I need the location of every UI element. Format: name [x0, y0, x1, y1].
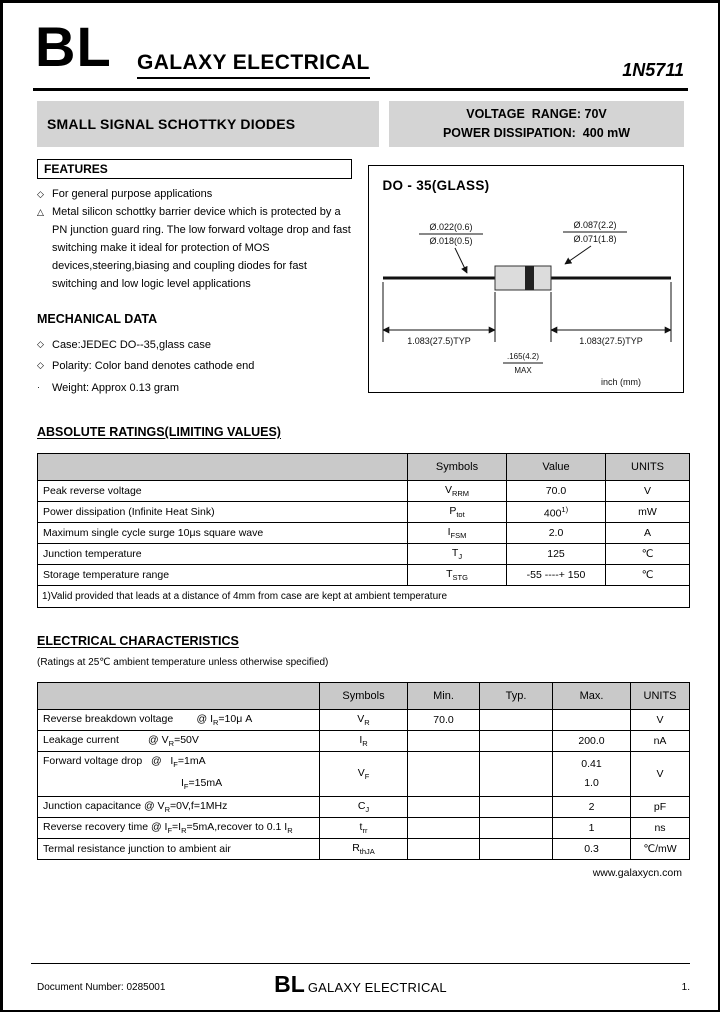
max-cell: 2	[553, 797, 631, 818]
feature-text: For general purpose applications	[52, 187, 213, 200]
footnote-row	[38, 586, 690, 608]
ratings-row	[38, 481, 690, 502]
units-cell: nA	[631, 731, 690, 752]
symbol-cell: $T_J$	[408, 544, 507, 565]
max-cell: 0.3	[553, 839, 631, 860]
value-cell: 2.0	[507, 523, 606, 544]
footnote-text: 1)Valid provided that leads at a distance of 4mm from case are kept at ambient temperature	[38, 586, 690, 608]
package-outline-drawing	[369, 200, 685, 390]
max-line-2: 1.0	[584, 777, 599, 790]
parameter-cell: Leakage current @ $V_R=50V$	[38, 731, 320, 752]
cathode-band	[525, 266, 534, 290]
feature-text: Metal silicon schottky barrier device which is protected by a PN junction guard ring. The low forward voltage drop and fast switching make it ideal for protection of MOS devices,steering,biasing and coupling diodes for fast switching and low logic level applications	[52, 206, 351, 291]
parameter-cell: Junction capacitance @ $V_R=0V,f=1MHz$	[38, 797, 320, 818]
parameter-cell: Reverse recovery time @ $I_F=I_R=5mA,recover$ to 0.1 $I_R$	[38, 818, 320, 839]
package-name: DO - 35(GLASS)	[382, 177, 490, 193]
value-cell: 400$^{1)}$	[507, 502, 606, 523]
units-header-cell: UNITS	[631, 683, 690, 710]
left-column	[37, 159, 352, 400]
units-cell: pF	[631, 797, 690, 818]
content-columns	[37, 159, 684, 400]
ratings-row	[38, 523, 690, 544]
diamond-bullet-icon: ◇	[37, 339, 44, 350]
symbol-cell: $V_{RRM}$	[408, 481, 507, 502]
package-diagram-box	[368, 165, 685, 393]
page-number: 1.	[681, 982, 690, 993]
brand-logo: BL	[35, 15, 112, 78]
ratings-condition-note: (Ratings at 25℃ ambient temperature unless otherwise specified)	[37, 657, 329, 669]
typ-cell	[480, 752, 553, 797]
ratings-row	[38, 544, 690, 565]
parameter-cell: Power dissipation (Infinite Heat Sink)	[38, 502, 408, 523]
voltage-range: VOLTAGE RANGE: 70V	[466, 107, 607, 121]
diamond-bullet-icon: ◇	[37, 360, 44, 371]
parameter-header-cell	[38, 683, 320, 710]
footer-rule	[31, 963, 690, 964]
mechanical-item	[37, 335, 352, 355]
table-header-row	[38, 683, 690, 710]
parameter-line-1: Forward voltage drop @ $I_F=1mA$	[43, 755, 206, 770]
header	[35, 15, 686, 85]
mechanical-item	[37, 378, 352, 398]
characteristics-row	[38, 731, 690, 752]
lead-diameter-max-label: Ø.022(0.6)	[428, 221, 473, 232]
part-number: 1N5711	[622, 60, 684, 80]
units-cell: ℃/mW	[631, 839, 690, 860]
mechanical-text: Weight: Approx 0.13 gram	[52, 381, 179, 394]
min-cell	[408, 752, 480, 797]
mechanical-data-list	[37, 335, 352, 398]
electrical-characteristics-heading: ELECTRICAL CHARACTERISTICS	[37, 634, 239, 649]
mechanical-item	[37, 356, 352, 376]
diode-body	[495, 266, 551, 290]
body-length-label: .165(4.2)	[506, 351, 539, 361]
max-cell	[553, 710, 631, 731]
features-heading: FEATURES	[37, 159, 352, 179]
characteristics-row	[38, 710, 690, 731]
symbol-cell: $I_R$	[320, 731, 408, 752]
min-cell	[408, 818, 480, 839]
parameter-cell: Termal resistance junction to ambient air	[38, 839, 320, 860]
lead-dim-leader-arrow	[455, 248, 467, 273]
max-cell: 200.0	[553, 731, 631, 752]
units-cell: A	[606, 523, 690, 544]
right-column	[368, 165, 685, 393]
typ-cell	[480, 839, 553, 860]
parameter-line-2: $I_F=15mA$	[181, 777, 223, 792]
units-cell: ns	[631, 818, 690, 839]
mechanical-text: Case:JEDEC DO--35,glass case	[52, 339, 211, 352]
symbols-header-cell: Symbols	[320, 683, 408, 710]
symbol-cell: $I_{FSM}$	[408, 523, 507, 544]
max-cell	[553, 752, 631, 797]
body-diameter-min-label: Ø.071(1.8)	[572, 233, 617, 244]
units-cell: ℃	[606, 544, 690, 565]
max-cell: 1	[553, 818, 631, 839]
typ-cell	[480, 797, 553, 818]
body-dim-leader-arrow	[565, 246, 591, 264]
typ-cell	[480, 818, 553, 839]
symbol-cell: $T_{STG}$	[408, 565, 507, 586]
parameter-cell	[38, 752, 320, 797]
units-cell: V	[631, 752, 690, 797]
company-name: GALAXY ELECTRICAL	[307, 980, 447, 995]
parameter-cell: Maximum single cycle surge 10μs square wave	[38, 523, 408, 544]
absolute-ratings-heading: ABSOLUTE RATINGS(LIMITING VALUES)	[37, 425, 281, 440]
company-name: GALAXY ELECTRICAL	[137, 51, 370, 79]
units-cell: V	[631, 710, 690, 731]
value-cell: 125	[507, 544, 606, 565]
parameter-header-cell	[38, 454, 408, 481]
footer-brand	[274, 973, 447, 996]
typ-cell	[480, 710, 553, 731]
symbol-cell: $t_{rr}$	[320, 818, 408, 839]
ratings-row	[38, 502, 690, 523]
value-header-cell: Value	[507, 454, 606, 481]
units-cell: mW	[606, 502, 690, 523]
symbol-cell: $V_R$	[320, 710, 408, 731]
lead-diameter-min-label: Ø.018(0.5)	[428, 235, 473, 246]
power-dissipation: POWER DISSIPATION: 400 mW	[442, 125, 631, 140]
spec-summary-box	[389, 101, 684, 147]
document-number: Document Number: 0285001	[37, 982, 166, 993]
symbol-cell: $P_{tot}$	[408, 502, 507, 523]
product-title: SMALL SIGNAL SCHOTTKY DIODES	[37, 101, 379, 147]
max-header-cell: Max.	[553, 683, 631, 710]
diamond-bullet-icon: ◇	[37, 188, 44, 199]
min-cell	[408, 839, 480, 860]
triangle-bullet-icon: △	[37, 207, 44, 218]
characteristics-row	[38, 839, 690, 860]
electrical-characteristics-table	[37, 682, 690, 860]
units-note: inch (mm)	[600, 376, 641, 387]
parameter-cell: Junction temperature	[38, 544, 408, 565]
ratings-row	[38, 565, 690, 586]
website-url: www.galaxycn.com	[592, 867, 682, 880]
min-header-cell: Min.	[408, 683, 480, 710]
units-cell: ℃	[606, 565, 690, 586]
footer	[31, 963, 690, 998]
units-header-cell: UNITS	[606, 454, 690, 481]
typ-cell	[480, 731, 553, 752]
lead-length-label-right: 1.083(27.5)TYP	[578, 335, 643, 346]
feature-item	[37, 186, 352, 204]
absolute-ratings-table	[37, 453, 690, 608]
symbol-cell: $C_J$	[320, 797, 408, 818]
value-cell: 70.0	[507, 481, 606, 502]
footer-row	[31, 970, 690, 998]
header-rule	[33, 88, 688, 91]
mechanical-data-heading: MECHANICAL DATA	[37, 312, 158, 327]
lead-length-label-left: 1.083(27.5)TYP	[406, 335, 471, 346]
value-cell: -55 ----+ 150	[507, 565, 606, 586]
symbols-header-cell: Symbols	[408, 454, 507, 481]
min-cell	[408, 797, 480, 818]
body-length-qualifier: MAX	[513, 365, 532, 375]
parameter-cell: Reverse breakdown voltage @ $I_R=10\mu$ A	[38, 710, 320, 731]
characteristics-row	[38, 752, 690, 797]
max-line-1: 0.41	[581, 758, 602, 771]
body-diameter-max-label: Ø.087(2.2)	[572, 219, 617, 230]
brand-logo: BL	[274, 971, 305, 997]
mechanical-text: Polarity: Color band denotes cathode end	[52, 360, 255, 373]
min-cell: 70.0	[408, 710, 480, 731]
dot-bullet-icon: ·	[37, 381, 40, 392]
parameter-cell: Peak reverse voltage	[38, 481, 408, 502]
symbol-cell: $R_{thJA}$	[320, 839, 408, 860]
characteristics-row	[38, 797, 690, 818]
parameter-cell: Storage temperature range	[38, 565, 408, 586]
symbol-cell: $V_F$	[320, 752, 408, 797]
typ-header-cell: Typ.	[480, 683, 553, 710]
features-list	[37, 186, 352, 295]
min-cell	[408, 731, 480, 752]
title-bar	[37, 101, 684, 147]
units-cell: V	[606, 481, 690, 502]
characteristics-row	[38, 818, 690, 839]
feature-item	[37, 204, 352, 294]
table-header-row	[38, 454, 690, 481]
